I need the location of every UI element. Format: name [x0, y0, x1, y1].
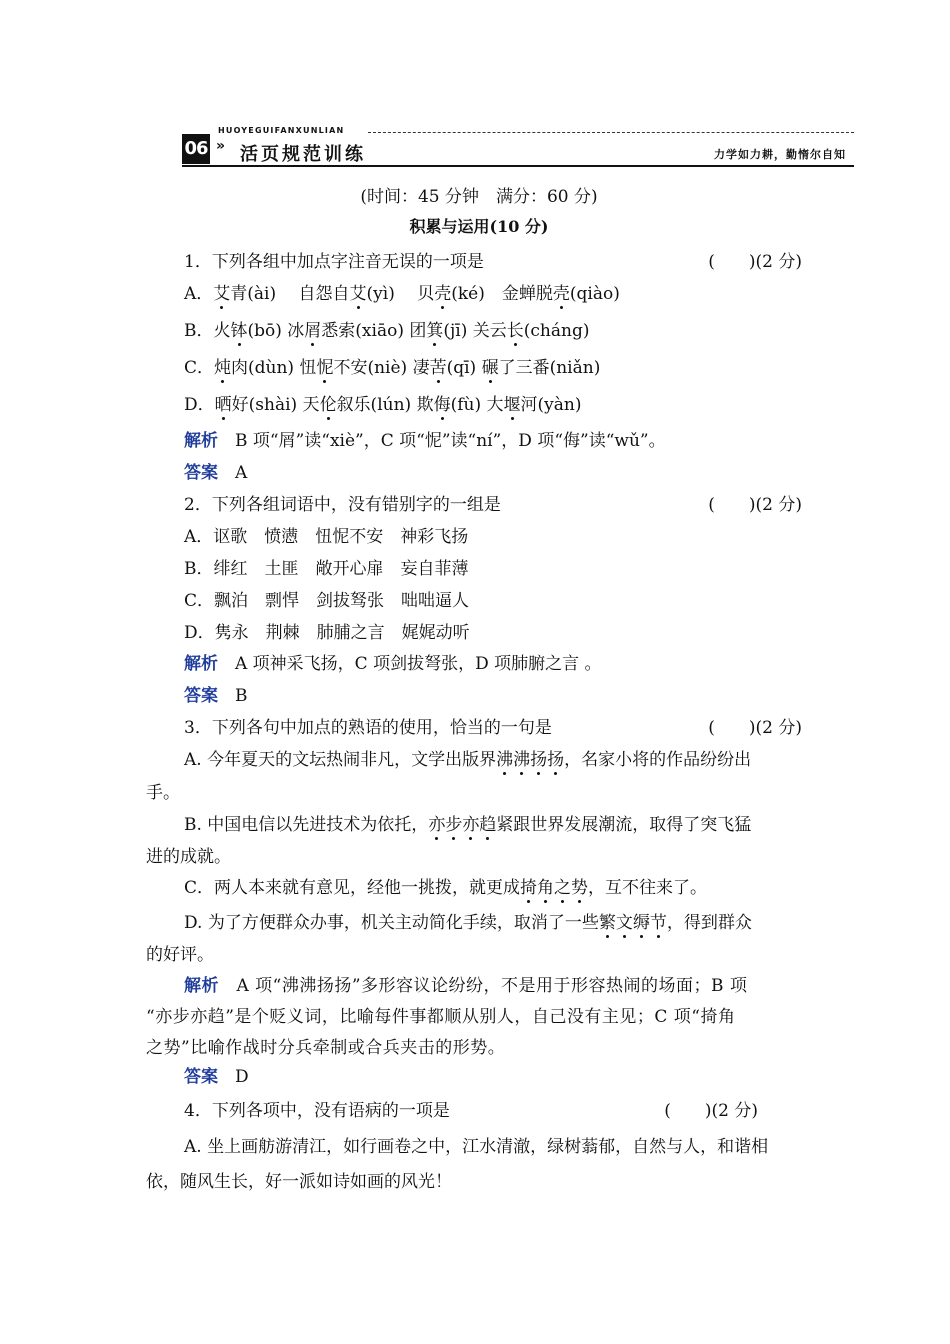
q3-option-d-line1 [184, 908, 752, 933]
text-segment: (ké) 金蝉脱 [451, 284, 553, 304]
dotted-char: 步 [445, 810, 462, 835]
text-segment: C． [184, 358, 215, 378]
dotted-char: 角 [537, 873, 554, 898]
dotted-char: 扬 [547, 745, 564, 770]
dotted-char: 亦 [462, 810, 479, 835]
dotted-char: 缛 [633, 908, 650, 933]
header-motto: 力学如力耕，勤惰尔自知 [714, 148, 846, 161]
dotted-char: 文 [616, 908, 633, 933]
q3-option-a-line1 [184, 745, 751, 770]
q2-stem [184, 490, 802, 515]
dotted-char: 壳 [434, 279, 451, 304]
text-segment: ，互不往来了。 [588, 878, 708, 898]
q1-analysis [184, 426, 666, 451]
text-segment: 2．下列各组词语中，没有错别字的一组是 [184, 495, 501, 515]
dotted-char: 势 [571, 873, 588, 898]
q1-option-b [184, 316, 589, 341]
text-segment: A． [184, 284, 214, 304]
analysis-label: 解析 [184, 976, 219, 996]
text-segment: A [235, 463, 248, 483]
text-segment: A 项神采飞扬，C 项剑拔弩张，D 项肺腑之言 。 [235, 654, 602, 674]
q1-answer [184, 458, 247, 483]
q2-option-a: A．讴歌 愤懑 忸怩不安 神彩飞扬 [184, 527, 469, 547]
dotted-char: 碾 [482, 353, 499, 378]
dotted-char: 炖 [214, 353, 231, 378]
page-header [182, 128, 854, 168]
dotted-char: 伦 [320, 390, 337, 415]
dotted-char: 怩 [316, 353, 333, 378]
q3-option-d-line2: 的好评。 [146, 945, 214, 965]
q3-answer [184, 1062, 249, 1087]
q1-option-c [184, 353, 600, 378]
text-segment: C．两人本来就有意见，经他一挑拨，就更成 [184, 878, 521, 898]
q2-option-d: D．隽永 荆棘 肺脯之言 娓娓动听 [184, 623, 470, 643]
dotted-char: 壳 [553, 279, 570, 304]
text-segment: 肉(dùn) 忸 [231, 358, 317, 378]
dotted-char: 沸 [496, 745, 513, 770]
text-segment: B [235, 686, 248, 706]
text-segment: B．火 [184, 321, 231, 341]
section-number-badge: 06 [182, 134, 210, 164]
dotted-char: 亦 [428, 810, 445, 835]
text-segment: (bō) 冰 [247, 321, 305, 341]
text-segment: (fù) 大 [450, 395, 504, 415]
q2-score: ( )(2 分) [708, 495, 802, 515]
text-segment: D. 为了方便群众办事，机关主动简化手续，取消了一些 [184, 913, 599, 933]
q1-option-a [184, 279, 620, 304]
dotted-char: 节 [650, 908, 667, 933]
dotted-char: 长 [507, 316, 524, 341]
text-segment: 紧跟世界发展潮流，取得了突飞猛 [496, 815, 752, 835]
q3-option-b-line2: 进的成就。 [146, 847, 231, 867]
dotted-char: 堰 [504, 390, 521, 415]
q2-option-c: C．飘泊 剽悍 剑拔驽张 咄咄逼人 [184, 591, 470, 611]
answer-label: 答案 [184, 686, 218, 706]
text-segment: A 项“沸沸扬扬”多形容议论纷纷，不是用于形容热闹的场面；B 项 [236, 976, 748, 996]
text-segment: 叙乐(lún) 欺 [336, 395, 434, 415]
text-segment: ，名家小将的作品纷纷出 [564, 750, 752, 770]
text-segment: D [235, 1067, 249, 1087]
dotted-char: 晒 [215, 390, 232, 415]
q4-score: ( )(2 分) [664, 1101, 758, 1121]
text-segment: (qī) [446, 358, 482, 378]
q2-answer [184, 681, 248, 706]
q2-analysis [184, 649, 602, 674]
dotted-char: 掎 [520, 873, 537, 898]
q3-option-b-line1 [184, 810, 751, 835]
text-segment: (yì) 贝 [366, 284, 435, 304]
q3-analysis-line1 [184, 971, 747, 996]
dotted-char: 繁 [599, 908, 616, 933]
dotted-char: 沸 [513, 745, 530, 770]
text-segment: 4．下列各项中，没有语病的一项是 [184, 1101, 450, 1121]
section-title: 积累与运用(10 分) [409, 217, 549, 236]
dotted-char: 苦 [430, 353, 447, 378]
q3-option-c [184, 873, 707, 898]
dotted-char: 趋 [479, 810, 496, 835]
q3-score: ( )(2 分) [708, 718, 802, 738]
text-segment: ，得到群众 [666, 913, 752, 933]
text-segment: 1．下列各组中加点字注音无误的一项是 [184, 252, 484, 272]
q4-option-a-line2: 依，随风生长，好一派如诗如画的风光！ [146, 1172, 452, 1192]
chevron-icon: » [216, 138, 226, 154]
header-title: 活页规范训练 [240, 144, 366, 165]
q3-analysis-line2: “亦步亦趋”是个贬义词，比喻每件事都顺从别人，自己没有主见；C 项“掎角 [146, 1007, 736, 1027]
text-segment: B 项“屑”读“xiè”，C 项“怩”读“ní”，D 项“侮”读“wǔ”。 [235, 431, 666, 451]
dotted-char: 钵 [231, 316, 248, 341]
q1-stem [184, 247, 802, 272]
text-segment: (jī) 关云 [443, 321, 507, 341]
header-rule [182, 165, 854, 167]
header-pinyin: HUOYEGUIFANXUNLIAN [218, 126, 345, 135]
header-dashed-rule [368, 132, 854, 133]
q4-option-a-line1: A. 坐上画舫游清江，如行画卷之中，江水清澈，绿树蓊郁，自然与人，和谐相 [184, 1137, 769, 1157]
text-segment: 河(yàn) [520, 395, 582, 415]
text-segment: 不安(niè) 凄 [333, 358, 430, 378]
text-segment: A. 今年夏天的文坛热闹非凡，文学出版界 [184, 750, 497, 770]
answer-label: 答案 [184, 1067, 218, 1087]
text-segment: B. 中国电信以先进技术为依托， [184, 815, 429, 835]
q3-analysis-line3: 之势”比喻作战时分兵牵制或合兵夹击的形势。 [146, 1038, 506, 1058]
text-segment: D． [184, 395, 215, 415]
text-segment: 了三番(niǎn) [498, 358, 601, 378]
text-segment: 悉索(xiāo) 团 [321, 321, 427, 341]
dotted-char: 屑 [304, 316, 321, 341]
q1-score: ( )(2 分) [708, 252, 802, 272]
q2-option-b: B．绯红 土匪 敞开心扉 妄自菲薄 [184, 559, 469, 579]
dotted-char: 艾 [350, 279, 367, 304]
q1-option-d [184, 390, 581, 415]
dotted-char: 艾 [213, 279, 230, 304]
dotted-char: 之 [554, 873, 571, 898]
q3-option-a-line2: 手。 [146, 783, 180, 803]
dotted-char: 扬 [530, 745, 547, 770]
q4-stem [184, 1096, 758, 1121]
text-segment: 青(ài) 自怨自 [230, 284, 350, 304]
dotted-char: 箕 [426, 316, 443, 341]
text-segment: (cháng) [523, 321, 590, 341]
analysis-label: 解析 [184, 654, 218, 674]
dotted-char: 侮 [434, 390, 451, 415]
text-segment: 好(shài) 天 [231, 395, 320, 415]
time-line: (时间：45 分钟 满分：60 分) [360, 187, 598, 207]
q3-stem [184, 713, 802, 738]
answer-label: 答案 [184, 463, 218, 483]
analysis-label: 解析 [184, 431, 218, 451]
text-segment: (qiào) [569, 284, 620, 304]
text-segment: 3．下列各句中加点的熟语的使用，恰当的一句是 [184, 718, 552, 738]
